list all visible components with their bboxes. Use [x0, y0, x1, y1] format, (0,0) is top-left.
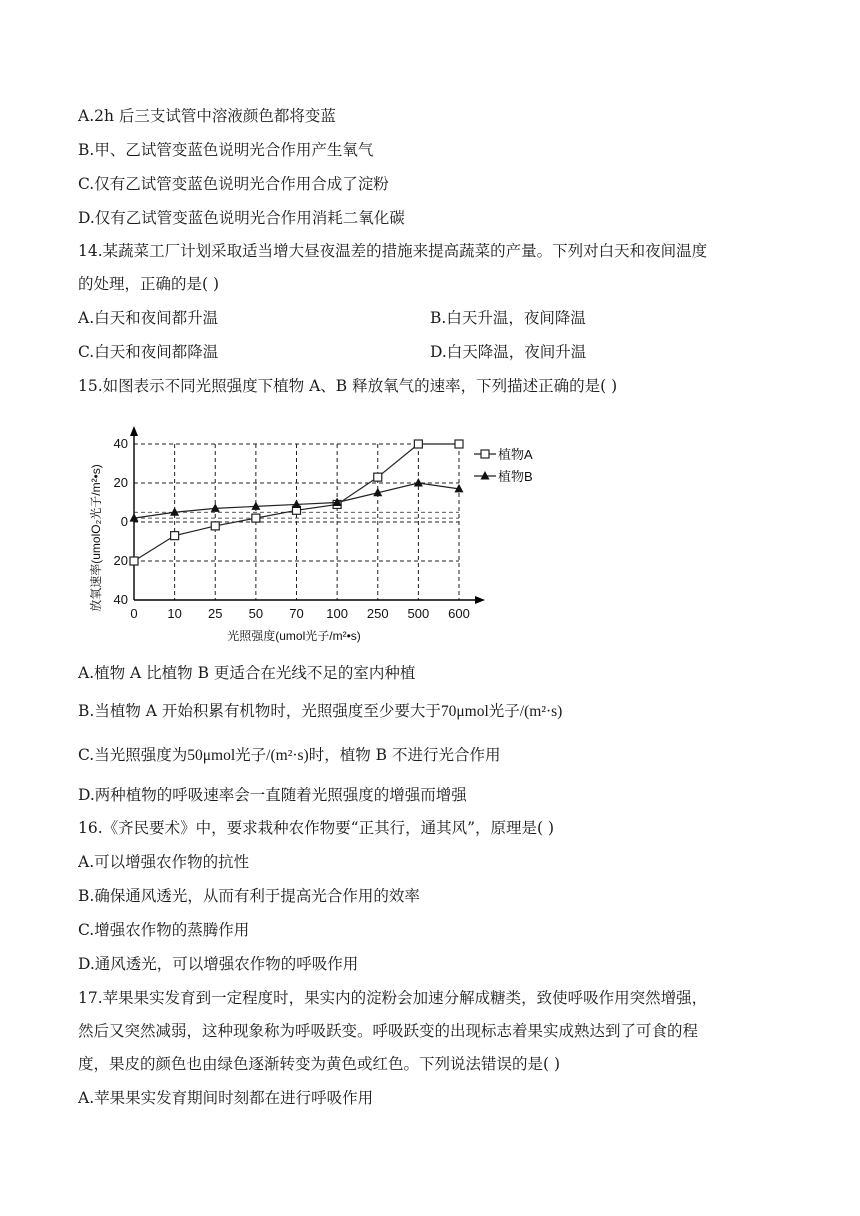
q15-option-c-unit: 50μmol光子/(m²·s): [187, 747, 309, 764]
q13-option-c: C.仅有乙试管变蓝色说明光合作用合成了淀粉: [78, 175, 389, 193]
y-tick-label: 40: [113, 436, 128, 451]
q17-stem-line1: 17.苹果果实发育到一定程度时，果实内的淀粉会加速分解成糖类，致使呼吸作用突然增强，: [78, 989, 708, 1007]
q16-option-d: D.通风透光，可以增强农作物的呼吸作用: [78, 955, 359, 973]
point-plant-a: [211, 522, 219, 530]
q17-stem-line3: 度，果皮的颜色也由绿色逐渐转变为黄色或红色。下列说法错误的是( ): [78, 1055, 561, 1073]
q14-stem-line2: 的处理，正确的是( ): [78, 275, 220, 293]
y-axis-arrow: [130, 426, 138, 436]
q15-option-b-unit: 70μmol光子/(m²·s): [440, 703, 563, 720]
q14-option-a: A.白天和夜间都升温: [78, 309, 219, 327]
legend-label: 植物B: [498, 469, 533, 484]
x-tick-label: 50: [248, 606, 264, 621]
q15-option-c: [78, 744, 500, 767]
y-tick-label: 40: [113, 592, 128, 607]
point-plant-a: [455, 440, 463, 448]
q15-option-c-tail: 时，植物 B 不进行光合作用: [308, 746, 501, 764]
q16-option-a: A.可以增强农作物的抗性: [78, 853, 250, 871]
q13-option-a: A.2h 后三支试管中溶液颜色都将变蓝: [78, 107, 336, 125]
x-tick-label: 25: [208, 606, 223, 621]
point-plant-a: [374, 473, 382, 481]
x-tick-label: 500: [407, 606, 430, 621]
q17-stem-line2: 然后又突然减弱，这种现象称为呼吸跃变。呼吸跃变的出现标志着果实成熟达到了可食的程: [78, 1022, 699, 1040]
q15-stem: 15.如图表示不同光照强度下植物 A、B 释放氧气的速率，下列描述正确的是( ): [78, 377, 618, 395]
q16-stem: 16.《齐民要术》中，要求栽种农作物要“正其行，通其风”，原理是( ): [78, 819, 555, 837]
q14-option-b: B.白天升温，夜间降温: [430, 309, 586, 327]
x-tick-label: 70: [289, 606, 304, 621]
x-tick-label: 600: [448, 606, 470, 621]
q13-option-d: D.仅有乙试管变蓝色说明光合作用消耗二氧化碳: [78, 209, 405, 227]
point-plant-b: [414, 478, 423, 487]
q14-option-c: C.白天和夜间都降温: [78, 343, 219, 361]
legend-marker-triangle: [481, 471, 490, 480]
q14-option-d: D.白天降温，夜间升温: [430, 343, 587, 361]
x-tick-label: 100: [326, 606, 348, 621]
x-axis-title: 光照强度(umol光子/m²•s): [227, 629, 361, 643]
point-plant-a: [414, 440, 422, 448]
x-axis-arrow: [475, 596, 485, 604]
q13-option-b: B.甲、乙试管变蓝色说明光合作用产生氧气: [78, 141, 374, 159]
oxygen-release-chart: [84, 410, 533, 650]
q15-option-c-text: C.当光照强度为: [78, 746, 188, 764]
point-plant-a: [252, 514, 260, 522]
y-tick-label: 20: [113, 553, 128, 568]
q15-option-b: [78, 700, 562, 723]
legend-label: 植物A: [498, 447, 533, 462]
x-tick-label: 10: [167, 606, 182, 621]
q15-option-b-text: B.当植物 A 开始积累有机物时，光照强度至少要大于: [78, 702, 441, 720]
q17-option-a: A.苹果果实发育期间时刻都在进行呼吸作用: [78, 1089, 374, 1107]
q16-option-c: C.增强农作物的蒸腾作用: [78, 921, 250, 939]
q16-option-b: B.确保通风透光，从而有利于提高光合作用的效率: [78, 887, 420, 905]
y-axis-title: 放氧速率(umolO₂光子/m²•s): [89, 464, 103, 612]
x-tick-label: 250: [366, 606, 389, 621]
y-tick-label: 20: [113, 475, 128, 490]
point-plant-a: [171, 532, 179, 540]
x-tick-label: 0: [130, 606, 138, 621]
q15-option-a: A.植物 A 比植物 B 更适合在光线不足的室内种植: [78, 664, 416, 682]
legend-marker-square: [481, 450, 489, 458]
y-tick-label: 0: [120, 514, 128, 529]
q15-option-d: D.两种植物的呼吸速率会一直随着光照强度的增强而增强: [78, 786, 467, 804]
q14-stem-line1: 14.某蔬菜工厂计划采取适当增大昼夜温差的措施来提高蔬菜的产量。下列对白天和夜间温度: [78, 242, 708, 260]
point-plant-a: [130, 557, 138, 565]
